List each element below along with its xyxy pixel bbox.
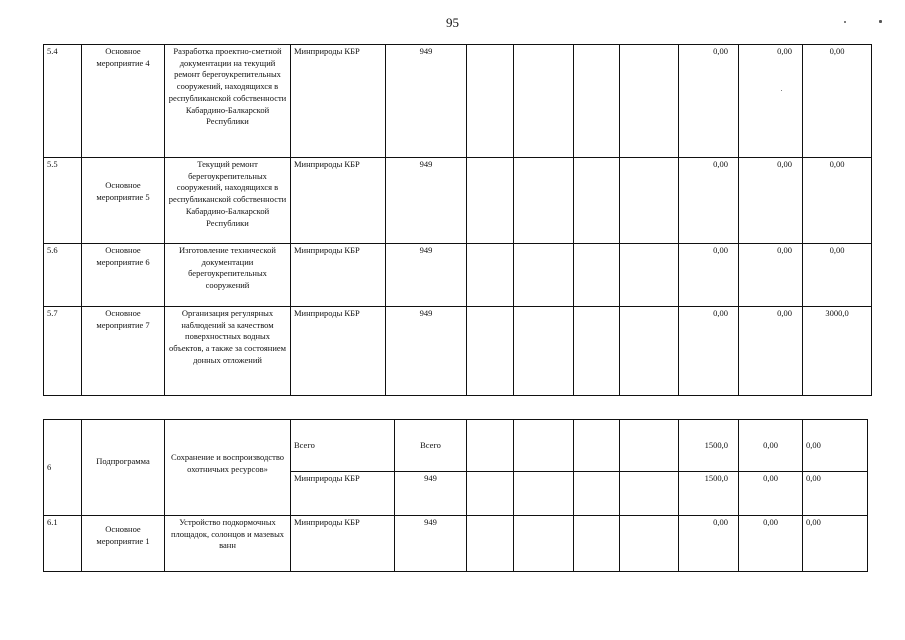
empty-cell [620, 244, 679, 307]
empty-cell [514, 244, 574, 307]
table-row [44, 420, 868, 472]
row-grbs: 949 [386, 244, 467, 307]
value-cell: 0,00 [739, 516, 803, 572]
empty-cell [514, 472, 574, 516]
row-code: 6 [44, 420, 82, 516]
empty-cell [467, 45, 514, 158]
empty-cell [467, 244, 514, 307]
row-executor: Минприроды КБР [291, 307, 386, 396]
value-cell: 0,00 [679, 244, 739, 307]
empty-cell [620, 516, 679, 572]
empty-cell [467, 420, 514, 472]
row-name: Разработка проектно-сметной документации на текущий ремонт берегоукрепительных сооружений, находящихся в республиканской собственности Кабардино-Балкарской Республики [165, 45, 291, 158]
row-kind: Основное мероприятие 4 [82, 45, 165, 158]
row-executor: Всего [291, 420, 395, 472]
row-kind: Основное мероприятие 7 [82, 307, 165, 396]
measures-table-subprogram-5 [43, 44, 872, 396]
empty-cell [467, 472, 514, 516]
scan-speck [879, 20, 882, 23]
value-cell: 0,00 [679, 516, 739, 572]
value-cell: 0,00 [803, 244, 872, 307]
value-cell: 0,00 [679, 307, 739, 396]
row-grbs: 949 [395, 472, 467, 516]
empty-cell [620, 158, 679, 244]
empty-cell [514, 45, 574, 158]
empty-cell [620, 472, 679, 516]
value-cell: 3000,0 [803, 307, 872, 396]
empty-cell [620, 45, 679, 158]
value-cell: 0,00 [803, 45, 872, 158]
empty-cell [514, 420, 574, 472]
empty-cell [514, 158, 574, 244]
measures-table-subprogram-6 [43, 419, 868, 572]
row-grbs: 949 [386, 307, 467, 396]
empty-cell [574, 45, 620, 158]
value-cell: 0,00 [739, 158, 803, 244]
row-grbs: Всего [395, 420, 467, 472]
row-code: 5.5 [44, 158, 82, 244]
empty-cell [574, 420, 620, 472]
row-grbs: 949 [386, 158, 467, 244]
empty-cell [574, 307, 620, 396]
value-cell: 0,00 [739, 244, 803, 307]
empty-cell [620, 307, 679, 396]
value-cell: 0,00 [739, 307, 803, 396]
value-cell: 0,00 [739, 45, 803, 158]
table-row [44, 244, 872, 307]
row-name: Устройство подкормочных площадок, солонцов и мазевых ванн [165, 516, 291, 572]
row-kind: Основное мероприятие 1 [82, 516, 165, 572]
value-cell: 0,00 [679, 45, 739, 158]
row-executor: Минприроды КБР [291, 516, 395, 572]
empty-cell [574, 158, 620, 244]
row-code: 6.1 [44, 516, 82, 572]
value-cell: 0,00 [803, 516, 868, 572]
empty-cell [574, 516, 620, 572]
empty-cell [620, 420, 679, 472]
row-name: Изготовление технической документации берегоукрепительных сооружений [165, 244, 291, 307]
row-kind: Подпрограмма [82, 420, 165, 516]
row-name: Текущий ремонт берегоукрепительных сооружений, находящихся в республиканской собственности Кабардино-Балкарской Республики [165, 158, 291, 244]
value-cell: 0,00 [803, 420, 868, 472]
empty-cell [467, 158, 514, 244]
row-kind: Основное мероприятие 5 [82, 158, 165, 244]
empty-cell [514, 307, 574, 396]
row-executor: Минприроды КБР [291, 158, 386, 244]
value-cell: 0,00 [803, 158, 872, 244]
scan-speck [844, 21, 846, 23]
row-name: Сохранение и воспроизводство охотничьих ресурсов» [165, 420, 291, 516]
row-grbs: 949 [395, 516, 467, 572]
value-cell: 0,00 [679, 158, 739, 244]
row-kind: Основное мероприятие 6 [82, 244, 165, 307]
value-cell: 1500,0 [679, 420, 739, 472]
value-cell: 0,00 [803, 472, 868, 516]
table-row [44, 307, 872, 396]
empty-cell [574, 472, 620, 516]
row-code: 5.6 [44, 244, 82, 307]
row-executor: Минприроды КБР [291, 472, 395, 516]
page-number: 95 [446, 15, 459, 30]
value-cell: 0,00 [739, 472, 803, 516]
table-row [44, 158, 872, 244]
table-row [44, 45, 872, 158]
row-name: Организация регулярных наблюдений за качеством поверхностных водных объектов, а также за состоянием донных отложений [165, 307, 291, 396]
empty-cell [467, 516, 514, 572]
row-code: 5.4 [44, 45, 82, 158]
empty-cell [467, 307, 514, 396]
value-cell: 1500,0 [679, 472, 739, 516]
value-cell: 0,00 [739, 420, 803, 472]
row-executor: Минприроды КБР [291, 244, 386, 307]
row-executor: Минприроды КБР [291, 45, 386, 158]
table-row [44, 516, 868, 572]
row-grbs: 949 [386, 45, 467, 158]
row-code: 5.7 [44, 307, 82, 396]
empty-cell [574, 244, 620, 307]
empty-cell [514, 516, 574, 572]
